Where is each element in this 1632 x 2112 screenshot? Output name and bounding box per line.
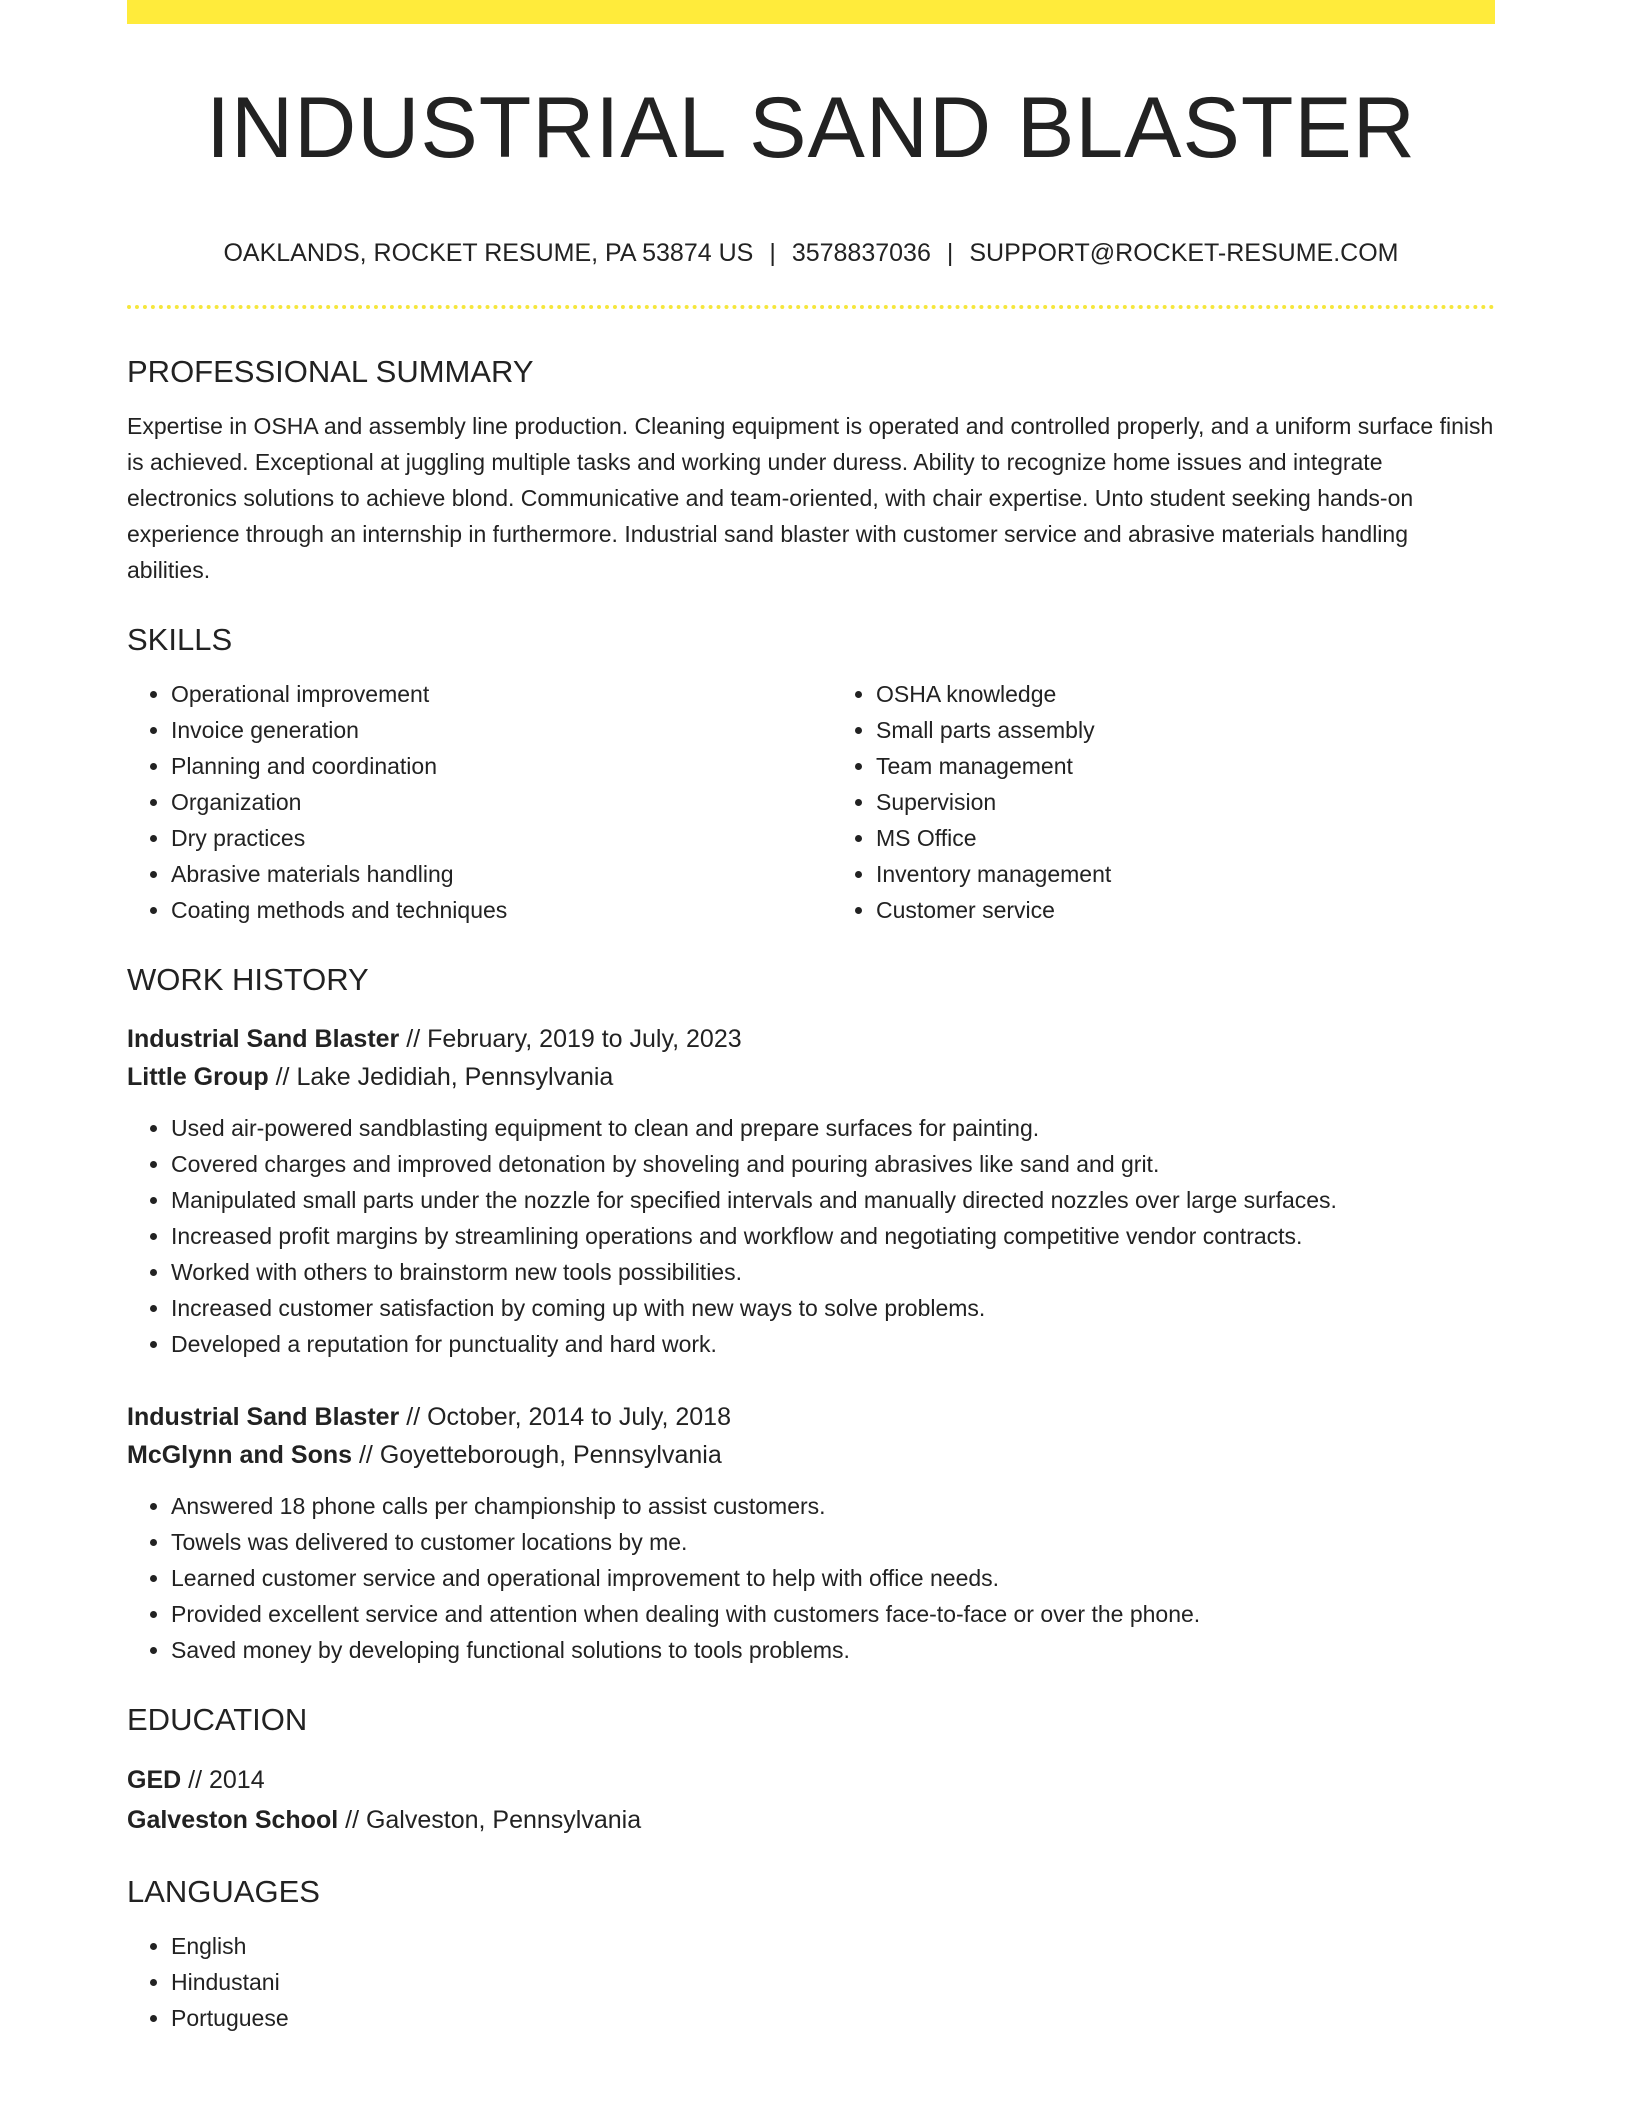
resume-body xyxy=(127,350,1495,2036)
job-duty: • Used air-powered sandblasting equipment to clean and prepare surfaces for painting. xyxy=(171,1110,1495,1146)
job-entry xyxy=(127,1398,1495,1668)
skill-item: • Operational improvement xyxy=(171,676,790,712)
contact-phone: 3578837036 xyxy=(791,239,931,267)
education-year: // 2014 xyxy=(188,1766,265,1794)
contact-email: SUPPORT@ROCKET-RESUME.COM xyxy=(969,239,1399,267)
job-dates: // February, 2019 to July, 2023 xyxy=(406,1025,742,1053)
skills-list-left xyxy=(127,676,790,928)
skills-grid xyxy=(127,676,1495,928)
job-duty: • Towels was delivered to customer locations by me. xyxy=(171,1524,1495,1560)
skill-item: • Planning and coordination xyxy=(171,748,790,784)
summary-section xyxy=(127,350,1495,588)
education-school-line xyxy=(127,1800,1495,1840)
work-history-heading: WORK HISTORY xyxy=(127,962,369,997)
job-duties-list xyxy=(127,1488,1495,1668)
skill-item: • Small parts assembly xyxy=(876,712,1495,748)
language-item: • English xyxy=(171,1928,1495,1964)
education-section xyxy=(127,1698,1495,1840)
skill-item: • Team management xyxy=(876,748,1495,784)
job-duty: • Manipulated small parts under the nozzle for specified intervals and manually directed nozzles over large surfaces. xyxy=(171,1182,1495,1218)
skill-item: • OSHA knowledge xyxy=(876,676,1495,712)
education-degree-line xyxy=(127,1760,1495,1800)
contact-separator: | xyxy=(946,239,954,267)
skills-list-right xyxy=(832,676,1495,928)
skill-item: • MS Office xyxy=(876,820,1495,856)
job-duty: • Increased profit margins by streamlining operations and workflow and negotiating competitive vendor contracts. xyxy=(171,1218,1495,1254)
resume-title: INDUSTRIAL SAND BLASTER xyxy=(206,80,1416,176)
contact-address: OAKLANDS, ROCKET RESUME, PA 53874 US xyxy=(223,239,754,267)
job-dates: // October, 2014 to July, 2018 xyxy=(406,1403,731,1431)
languages-heading: LANGUAGES xyxy=(127,1874,320,1909)
skill-item: • Abrasive materials handling xyxy=(171,856,790,892)
job-location: // Goyetteborough, Pennsylvania xyxy=(358,1441,722,1469)
job-duty: • Developed a reputation for punctuality and hard work. xyxy=(171,1326,1495,1362)
summary-text: Expertise in OSHA and assembly line production. Cleaning equipment is operated and controlled properly, and a uniform surface finish is achieved. Exceptional at juggling multiple tasks and working under duress. Ability to recognize home issues and integrate electronics solutions to achieve blond. Communicative and team-oriented, with chair expertise. Unto student seeking hands-on experience through an internship in furthermore. Industrial sand blaster with customer service and abrasive materials handling abilities. xyxy=(127,413,1494,583)
language-item: • Hindustani xyxy=(171,1964,1495,2000)
job-company: Little Group xyxy=(127,1063,269,1091)
education-degree: GED xyxy=(127,1766,182,1794)
accent-top-bar xyxy=(127,0,1495,24)
job-duties-list xyxy=(127,1110,1495,1362)
job-title-line xyxy=(127,1398,1495,1436)
job-duty: • Provided excellent service and attention when dealing with customers face-to-face or over the phone. xyxy=(171,1596,1495,1632)
job-duty: • Worked with others to brainstorm new tools possibilities. xyxy=(171,1254,1495,1290)
job-duty: • Covered charges and improved detonation by shoveling and pouring abrasives like sand and grit. xyxy=(171,1146,1495,1182)
education-school: Galveston School xyxy=(127,1806,339,1834)
skill-item: • Invoice generation xyxy=(171,712,790,748)
education-location: // Galveston, Pennsylvania xyxy=(345,1806,642,1834)
job-entry xyxy=(127,1020,1495,1362)
job-location: // Lake Jedidiah, Pennsylvania xyxy=(275,1063,614,1091)
skill-item: • Supervision xyxy=(876,784,1495,820)
job-duty: • Saved money by developing functional solutions to tools problems. xyxy=(171,1632,1495,1668)
skill-item: • Dry practices xyxy=(171,820,790,856)
skill-item: • Organization xyxy=(171,784,790,820)
languages-section xyxy=(127,1870,1495,2036)
skills-section xyxy=(127,618,1495,928)
job-company: McGlynn and Sons xyxy=(127,1441,353,1469)
contact-separator: | xyxy=(769,239,776,267)
summary-heading: PROFESSIONAL SUMMARY xyxy=(127,354,534,389)
job-duty: • Answered 18 phone calls per championship to assist customers. xyxy=(171,1488,1495,1524)
job-role: Industrial Sand Blaster xyxy=(127,1403,400,1431)
languages-list xyxy=(127,1928,1495,2036)
work-history-section xyxy=(127,958,1495,1668)
job-company-line xyxy=(127,1058,1495,1096)
education-entry xyxy=(127,1760,1495,1840)
skill-item: • Coating methods and techniques xyxy=(171,892,790,928)
job-duty: • Learned customer service and operational improvement to help with office needs. xyxy=(171,1560,1495,1596)
skills-heading: SKILLS xyxy=(127,622,233,657)
contact-line xyxy=(127,236,1495,270)
job-title-line xyxy=(127,1020,1495,1058)
job-duty: • Increased customer satisfaction by coming up with new ways to solve problems. xyxy=(171,1290,1495,1326)
skill-item: • Inventory management xyxy=(876,856,1495,892)
skill-item: • Customer service xyxy=(876,892,1495,928)
job-role: Industrial Sand Blaster xyxy=(127,1025,400,1053)
language-item: • Portuguese xyxy=(171,2000,1495,2036)
job-company-line xyxy=(127,1436,1495,1474)
header-divider xyxy=(127,305,1495,309)
education-heading: EDUCATION xyxy=(127,1702,308,1737)
